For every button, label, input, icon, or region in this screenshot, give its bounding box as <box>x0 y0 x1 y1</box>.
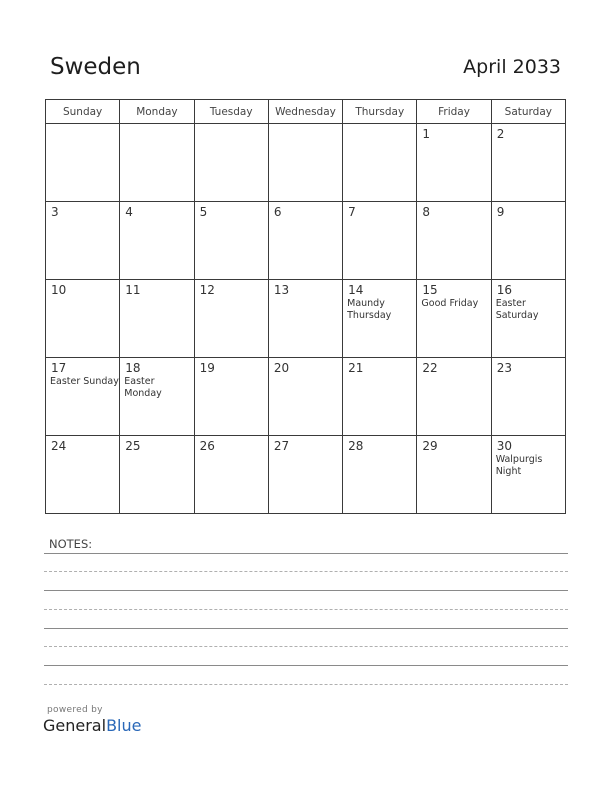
notes-line <box>44 665 568 666</box>
day-cell <box>491 124 565 202</box>
day-number: 16 <box>496 283 512 297</box>
powered-by-text: powered by <box>47 705 103 715</box>
day-cell <box>268 124 342 202</box>
day-cell <box>120 358 194 436</box>
day-cell <box>417 358 491 436</box>
week-row <box>46 358 566 436</box>
day-cell <box>120 124 194 202</box>
notes-line <box>44 684 568 685</box>
notes-label: NOTES: <box>49 537 93 551</box>
day-number: 27 <box>273 439 290 453</box>
day-cell <box>194 124 268 202</box>
day-cell <box>46 124 120 202</box>
holiday-label: Easter Monday <box>124 376 162 399</box>
notes-line <box>44 590 568 591</box>
day-number: 3 <box>51 205 59 219</box>
day-cell <box>343 202 417 280</box>
holiday-label: Maundy Thursday <box>347 298 392 321</box>
holiday-label: Easter Saturday <box>495 298 539 321</box>
day-number: 20 <box>273 361 290 375</box>
logo-blue: Blue <box>106 716 142 735</box>
day-cell <box>417 436 491 514</box>
day-number: 17 <box>51 361 67 375</box>
week-row <box>46 124 566 202</box>
day-cell <box>491 358 565 436</box>
day-cell <box>268 280 342 358</box>
calendar-country-title: Sweden <box>50 54 141 80</box>
day-number: 2 <box>496 127 505 141</box>
day-number: 11 <box>125 283 141 297</box>
day-number: 7 <box>348 205 356 219</box>
notes-line <box>44 553 568 554</box>
day-cell <box>417 280 491 358</box>
day-cell <box>194 436 268 514</box>
day-cell <box>194 358 268 436</box>
day-cell <box>343 280 417 358</box>
week-row <box>46 202 566 280</box>
day-number: 24 <box>51 439 67 453</box>
day-number: 1 <box>422 127 431 141</box>
day-cell <box>268 358 342 436</box>
notes-line <box>44 646 568 647</box>
day-number: 10 <box>51 283 67 297</box>
day-number: 30 <box>496 439 512 453</box>
holiday-label: Easter Sunday <box>50 376 119 387</box>
holiday-label: Good Friday <box>421 298 479 309</box>
day-cell <box>491 202 565 280</box>
notes-line <box>44 628 568 629</box>
day-cell <box>268 436 342 514</box>
day-number: 14 <box>348 283 364 297</box>
day-number: 22 <box>422 361 438 375</box>
day-number: 9 <box>496 205 505 219</box>
day-number: 13 <box>273 283 290 297</box>
weekday-header-row <box>46 100 566 124</box>
day-number: 18 <box>125 361 141 375</box>
day-number: 5 <box>199 205 208 219</box>
day-number: 6 <box>273 205 282 219</box>
weekday-header: Thursday <box>343 100 417 124</box>
weekday-header: Monday <box>120 100 194 124</box>
calendar-month-title: April 2033 <box>463 56 561 78</box>
calendar-grid <box>45 99 566 514</box>
day-cell <box>417 124 491 202</box>
week-row <box>46 436 566 514</box>
day-cell <box>120 436 194 514</box>
day-number: 29 <box>422 439 438 453</box>
holiday-label: Walpurgis Night <box>495 454 543 477</box>
day-cell <box>491 280 565 358</box>
weekday-header: Friday <box>417 100 491 124</box>
weekday-header: Tuesday <box>194 100 268 124</box>
day-number: 12 <box>199 283 215 297</box>
day-number: 28 <box>348 439 364 453</box>
day-cell <box>120 280 194 358</box>
day-cell <box>343 124 417 202</box>
weekday-header: Wednesday <box>268 100 342 124</box>
generalblue-logo <box>43 716 141 735</box>
day-cell <box>46 436 120 514</box>
day-cell <box>194 280 268 358</box>
day-number: 26 <box>199 439 215 453</box>
day-cell <box>120 202 194 280</box>
day-number: 8 <box>422 205 431 219</box>
day-cell <box>194 202 268 280</box>
day-cell <box>268 202 342 280</box>
day-number: 21 <box>348 361 364 375</box>
day-number: 25 <box>125 439 141 453</box>
day-number: 4 <box>125 205 133 219</box>
day-number: 19 <box>199 361 215 375</box>
day-number: 23 <box>496 361 512 375</box>
day-cell <box>46 358 120 436</box>
day-cell <box>417 202 491 280</box>
day-cell <box>343 436 417 514</box>
day-cell <box>491 436 565 514</box>
notes-line <box>44 571 568 572</box>
day-cell <box>46 280 120 358</box>
weekday-header: Sunday <box>46 100 120 124</box>
weekday-header: Saturday <box>491 100 565 124</box>
day-cell <box>46 202 120 280</box>
day-number: 15 <box>422 283 438 297</box>
notes-line <box>44 609 568 610</box>
week-row <box>46 280 566 358</box>
day-cell <box>343 358 417 436</box>
logo-general: General <box>43 716 107 735</box>
